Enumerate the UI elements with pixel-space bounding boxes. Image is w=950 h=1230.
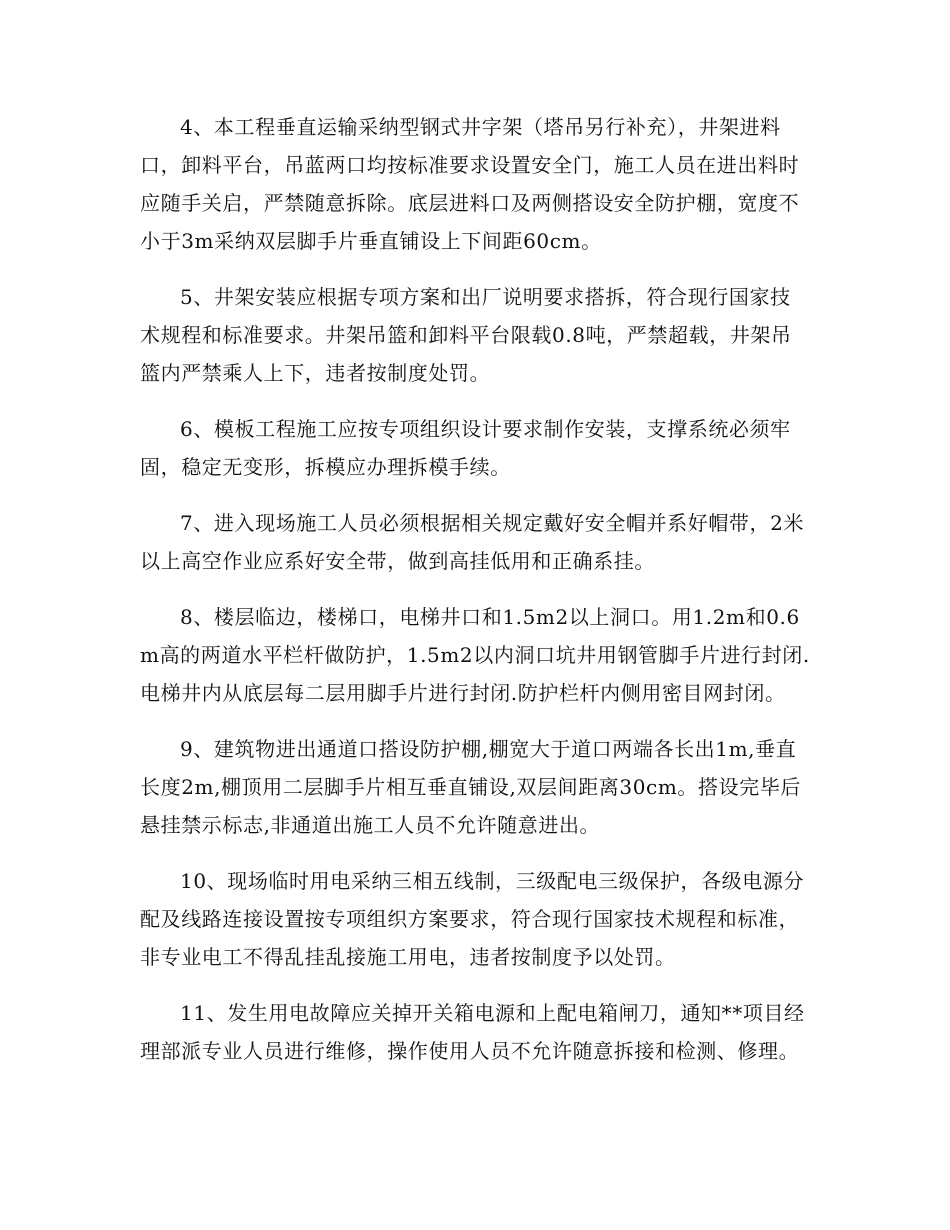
paragraph-item-7: 7、进入现场施工人员必须根据相关规定戴好安全帽并系好帽带，2米以上高空作业应系好安全带，做到高挂低用和正确系挂。 bbox=[140, 511, 805, 573]
paragraph-item-8: 8、楼层临边，楼梯口，电梯井口和1.5m2以上洞口。用1.2m和0.6m高的两道水平栏杆做防护，1.5m2以内洞口坑井用钢管脚手片进行封闭.电梯井内从底层每二层用脚手片进行封闭.防护栏杆内侧用密目网封闭。 bbox=[140, 605, 810, 705]
paragraph-item-6: 6、模板工程施工应按专项组织设计要求制作安装，支撑系统必须牢固，稳定无变形，拆模应办理拆模手续。 bbox=[140, 417, 791, 479]
document-body bbox=[140, 108, 810, 1088]
paragraph-item-5: 5、井架安装应根据专项方案和出厂说明要求搭拆，符合现行国家技术规程和标准要求。井架吊篮和卸料平台限载0.8吨，严禁超载，井架吊篮内严禁乘人上下，违者按制度处罚。 bbox=[140, 285, 792, 385]
paragraph-item-9: 9、建筑物进出通道口搭设防护棚,棚宽大于道口两端各长出1m,垂直长度2m,棚顶用二层脚手片相互垂直铺设,双层间距离30cm。搭设完毕后悬挂禁示标志,非通道出施工人员不允许随意进出。 bbox=[140, 737, 802, 837]
paragraph-item-10: 10、现场临时用电采纳三相五线制，三级配电三级保护，各级电源分配及线路连接设置按专项组织方案要求，符合现行国家技术规程和标准，非专业电工不得乱挂乱接施工用电，违者按制度予以处罚。 bbox=[140, 869, 805, 969]
paragraph-item-4: 4、本工程垂直运输采纳型钢式井字架（塔吊另行补充），井架进料口，卸料平台，吊蓝两口均按标准要求设置安全门，施工人员在进出料时应随手关启，严禁随意拆除。底层进料口及两侧搭设安全防护棚，宽度不小于3m采纳双层脚手片垂直铺设上下间距60cm。 bbox=[140, 115, 800, 253]
paragraph-item-11: 11、发生用电故障应关掉开关箱电源和上配电箱闸刀，通知**项目经理部派专业人员进行维修，操作使用人员不允许随意拆接和检测、修理。 bbox=[140, 1001, 805, 1063]
